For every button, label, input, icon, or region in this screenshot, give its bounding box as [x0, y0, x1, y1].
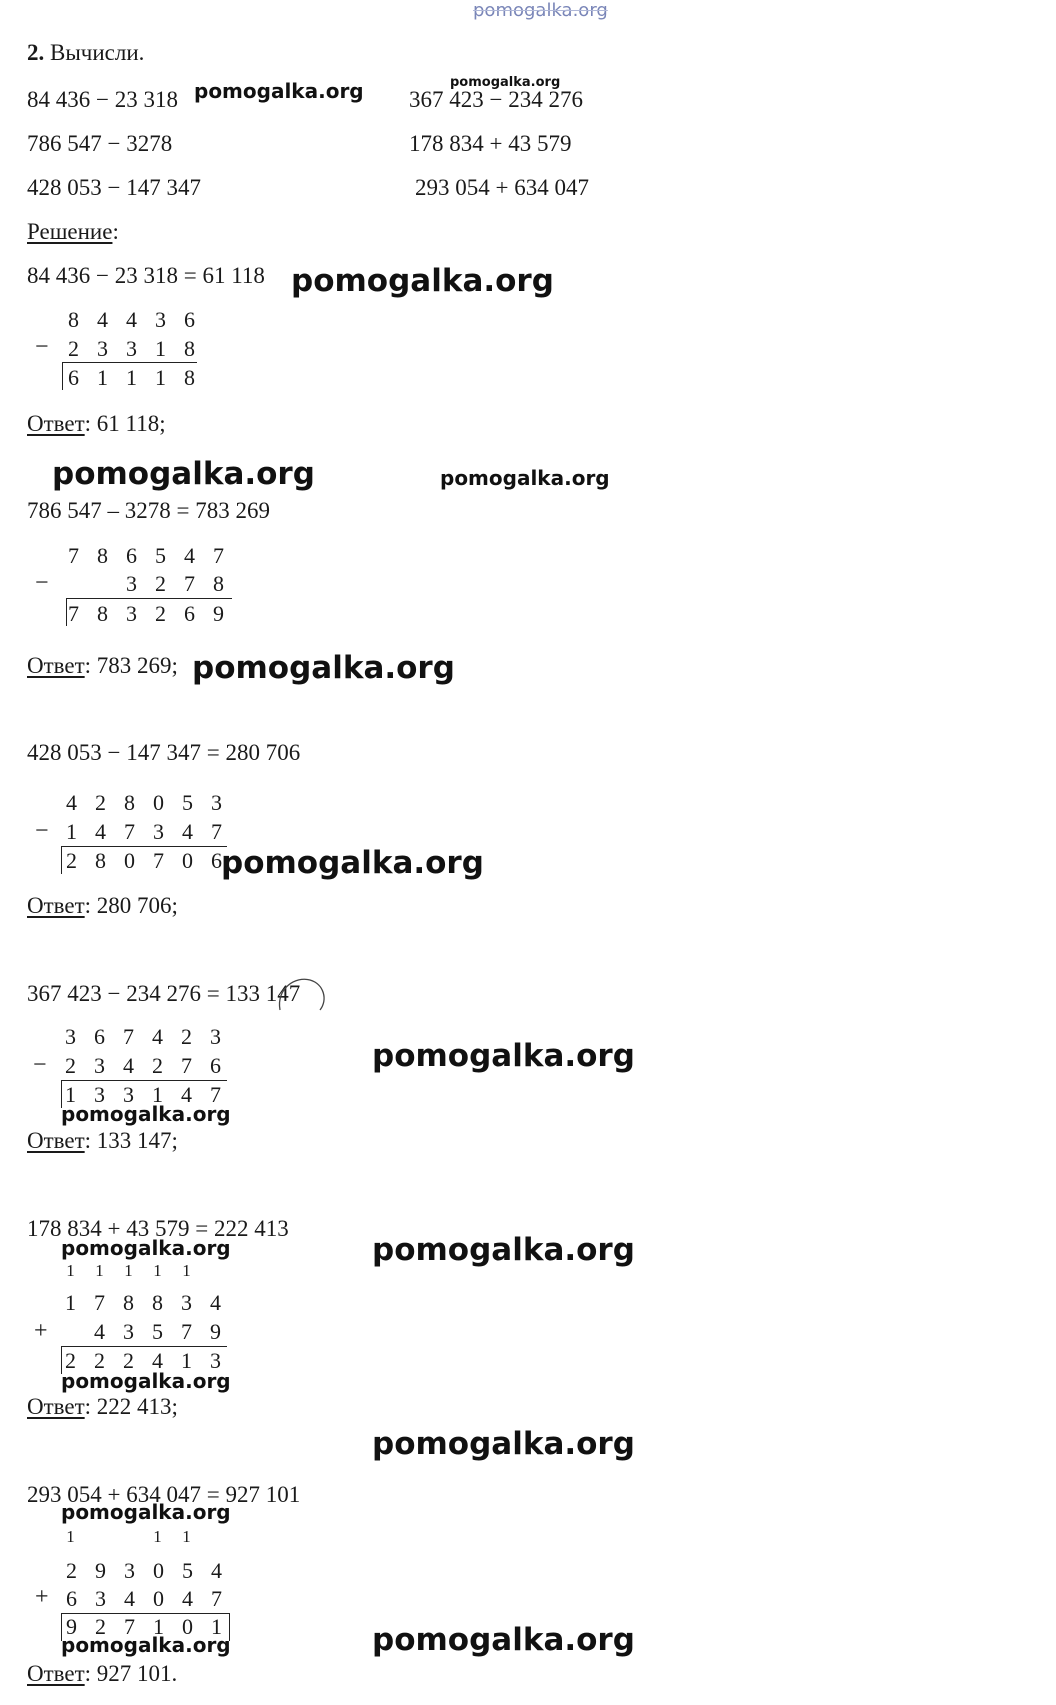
answer-4	[27, 1128, 178, 1154]
digit: 0	[182, 848, 193, 873]
digit: 8	[213, 571, 224, 596]
watermark: pomogalka.org	[450, 75, 561, 90]
digit: 8	[184, 336, 195, 361]
digit: 7	[181, 1053, 192, 1078]
minus-sign: −	[35, 570, 49, 596]
digit: 2	[68, 336, 79, 361]
answer-5	[27, 1394, 178, 1420]
equation-3: 428 053 − 147 347 = 280 706	[27, 740, 301, 765]
bottom-number-2	[59, 569, 233, 598]
solution-label: Решение	[27, 219, 113, 244]
digit: 0	[182, 1614, 193, 1639]
digit: 3	[94, 1082, 105, 1107]
digit: 1	[66, 819, 77, 844]
digit	[56, 1317, 85, 1346]
digit: 4	[210, 1290, 221, 1315]
answer-value: : 280 706;	[84, 893, 178, 918]
digit: 4	[181, 1082, 192, 1107]
answer-label: Ответ	[27, 1128, 85, 1153]
carry-digit: 1	[182, 1527, 191, 1546]
task-left-1: 84 436 − 23 318	[27, 87, 178, 112]
digit: 3	[210, 1348, 221, 1373]
digit: 1	[65, 1290, 76, 1315]
digit: 0	[153, 1558, 164, 1583]
top-number-2	[59, 541, 233, 570]
digit: 4	[152, 1024, 163, 1049]
digit: 4	[97, 307, 108, 332]
digit: 3	[126, 571, 137, 596]
digit: 7	[213, 543, 224, 568]
digit: 2	[95, 1614, 106, 1639]
digit: 2	[94, 1348, 105, 1373]
task-left-2: 786 547 − 3278	[27, 131, 173, 156]
watermark: pomogalka.org	[372, 1038, 635, 1074]
digit: 5	[152, 1319, 163, 1344]
digit: 7	[123, 1024, 134, 1049]
exercise-heading	[27, 40, 144, 66]
digit: 3	[155, 307, 166, 332]
digit: 7	[153, 848, 164, 873]
answer-value: : 222 413;	[84, 1394, 178, 1419]
digit: 1	[97, 365, 108, 390]
minus-sign: −	[33, 1052, 47, 1078]
top-number-6	[57, 1556, 231, 1585]
answer-2	[27, 653, 178, 679]
digit: 1	[153, 1614, 164, 1639]
digit: 3	[95, 1586, 106, 1611]
digit: 4	[152, 1348, 163, 1373]
digit: 8	[97, 543, 108, 568]
digit: 6	[126, 543, 137, 568]
watermark: pomogalka.org	[372, 1622, 635, 1658]
digit: 4	[94, 1319, 105, 1344]
answer-value: : 927 101.	[84, 1661, 178, 1686]
task-right-2: 178 834 + 43 579	[409, 131, 572, 156]
digit: 7	[68, 543, 79, 568]
watermark: pomogalka.org	[61, 1500, 231, 1524]
equation-5: 178 834 + 43 579 = 222 413	[27, 1216, 289, 1241]
digit: 3	[153, 819, 164, 844]
bottom-number-3	[57, 817, 231, 846]
digit: 6	[68, 365, 79, 390]
digit: 2	[95, 790, 106, 815]
digit: 8	[123, 1290, 134, 1315]
digit: 1	[211, 1614, 222, 1639]
digit: 2	[155, 571, 166, 596]
answer-value: : 133 147;	[84, 1128, 178, 1153]
digit: 3	[94, 1053, 105, 1078]
task-left-3: 428 053 − 147 347	[27, 175, 201, 200]
task-right-1: 367 423 − 234 276	[409, 87, 583, 112]
digit: 3	[181, 1290, 192, 1315]
carry-digit: 1	[66, 1527, 75, 1546]
digit: 1	[155, 336, 166, 361]
carry-digit	[201, 1261, 230, 1281]
plus-sign: +	[35, 1584, 49, 1610]
digit: 6	[184, 601, 195, 626]
carry-digits-6	[56, 1527, 230, 1547]
digit: 9	[210, 1319, 221, 1344]
carry-digit: 1	[182, 1261, 191, 1280]
digit: 3	[126, 601, 137, 626]
top-number-1	[59, 305, 204, 334]
digit: 1	[155, 365, 166, 390]
exercise-title: Вычисли.	[50, 40, 145, 65]
digit: 7	[124, 1614, 135, 1639]
bottom-number-1	[59, 334, 204, 363]
digit: 5	[155, 543, 166, 568]
plus-sign: +	[34, 1318, 48, 1344]
top-number-3	[57, 788, 231, 817]
digit: 8	[184, 365, 195, 390]
bottom-number-6	[57, 1584, 231, 1613]
digit: 6	[94, 1024, 105, 1049]
watermark-top: pomogalka.org	[473, 0, 608, 21]
watermark: pomogalka.org	[194, 79, 364, 103]
digit: 7	[184, 571, 195, 596]
equation-1: 84 436 − 23 318 = 61 118	[27, 263, 265, 288]
digit: 7	[211, 1586, 222, 1611]
answer-label: Ответ	[27, 893, 85, 918]
digit: 8	[68, 307, 79, 332]
answer-value: : 61 118;	[84, 411, 166, 436]
carry-digit	[201, 1527, 230, 1547]
digit: 2	[66, 848, 77, 873]
answer-label: Ответ	[27, 1394, 85, 1419]
digit: 2	[66, 1558, 77, 1583]
answer-3	[27, 893, 178, 919]
digit: 9	[213, 601, 224, 626]
digit: 4	[95, 819, 106, 844]
bottom-number-5	[56, 1317, 230, 1346]
digit: 1	[181, 1348, 192, 1373]
digit: 6	[184, 307, 195, 332]
digit: 4	[182, 1586, 193, 1611]
digit: 3	[124, 1558, 135, 1583]
digit: 9	[95, 1558, 106, 1583]
digit: 2	[181, 1024, 192, 1049]
digit: 7	[211, 819, 222, 844]
digit: 7	[124, 819, 135, 844]
digit: 3	[123, 1319, 134, 1344]
result-number-1	[59, 363, 204, 392]
digit: 3	[211, 790, 222, 815]
watermark: pomogalka.org	[61, 1633, 231, 1657]
watermark: pomogalka.org	[52, 456, 315, 492]
result-number-2	[59, 599, 233, 628]
carry-digit: 1	[95, 1261, 104, 1280]
carry-digits-5	[56, 1261, 230, 1281]
minus-sign: −	[35, 818, 49, 844]
task-right-3: 293 054 + 634 047	[415, 175, 589, 200]
digit: 7	[210, 1082, 221, 1107]
digit: 5	[182, 1558, 193, 1583]
watermark: pomogalka.org	[291, 263, 554, 299]
digit: 2	[155, 601, 166, 626]
digit: 3	[126, 336, 137, 361]
digit: 8	[97, 601, 108, 626]
digit: 1	[152, 1082, 163, 1107]
circle-mark-icon	[274, 974, 330, 1014]
digit: 1	[126, 365, 137, 390]
digit: 3	[210, 1024, 221, 1049]
bottom-number-4	[56, 1051, 230, 1080]
carry-digit: 1	[153, 1261, 162, 1280]
digit: 7	[94, 1290, 105, 1315]
digit: 3	[65, 1024, 76, 1049]
digit: 6	[210, 1053, 221, 1078]
digit: 7	[181, 1319, 192, 1344]
digit: 4	[211, 1558, 222, 1583]
digit: 8	[124, 790, 135, 815]
digit	[59, 569, 88, 598]
digit: 2	[152, 1053, 163, 1078]
digit: 2	[123, 1348, 134, 1373]
watermark: pomogalka.org	[61, 1369, 231, 1393]
equation-2: 786 547 – 3278 = 783 269	[27, 498, 270, 523]
digit: 2	[65, 1348, 76, 1373]
answer-1	[27, 411, 166, 437]
watermark: pomogalka.org	[372, 1232, 635, 1268]
digit: 3	[123, 1082, 134, 1107]
digit: 6	[66, 1586, 77, 1611]
digit: 8	[95, 848, 106, 873]
digit: 0	[153, 790, 164, 815]
minus-sign: −	[35, 334, 49, 360]
answer-value: : 783 269;	[84, 653, 178, 678]
answer-6	[27, 1661, 177, 1687]
digit: 7	[68, 601, 79, 626]
digit: 4	[124, 1586, 135, 1611]
answer-label: Ответ	[27, 653, 85, 678]
top-number-4	[56, 1022, 230, 1051]
digit: 9	[66, 1614, 77, 1639]
digit: 2	[65, 1053, 76, 1078]
digit: 4	[123, 1053, 134, 1078]
watermark: pomogalka.org	[61, 1236, 231, 1260]
carry-digit: 1	[153, 1527, 162, 1546]
equation-6: 293 054 + 634 047 = 927 101	[27, 1482, 301, 1507]
watermark: pomogalka.org	[221, 845, 484, 881]
watermark: pomogalka.org	[61, 1102, 231, 1126]
digit	[88, 569, 117, 598]
watermark: pomogalka.org	[192, 650, 455, 686]
answer-label: Ответ	[27, 411, 85, 436]
digit: 6	[211, 848, 222, 873]
digit: 5	[182, 790, 193, 815]
result-number-3	[57, 846, 231, 875]
digit: 4	[184, 543, 195, 568]
watermark: pomogalka.org	[440, 466, 610, 490]
top-number-5	[56, 1288, 230, 1317]
carry-digit: 1	[66, 1261, 75, 1280]
digit: 0	[153, 1586, 164, 1611]
digit: 4	[66, 790, 77, 815]
digit: 1	[65, 1082, 76, 1107]
digit: 3	[97, 336, 108, 361]
watermark: pomogalka.org	[372, 1426, 635, 1462]
answer-label: Ответ	[27, 1661, 85, 1686]
digit: 4	[126, 307, 137, 332]
solution-heading: Решение:	[27, 219, 119, 244]
digit: 8	[152, 1290, 163, 1315]
carry-digit: 1	[124, 1261, 133, 1280]
digit: 4	[182, 819, 193, 844]
equation-4: 367 423 − 234 276 = 133 147	[27, 981, 301, 1006]
digit: 0	[124, 848, 135, 873]
carry-digit	[114, 1527, 143, 1547]
carry-digit	[85, 1527, 114, 1547]
exercise-number: 2.	[27, 40, 45, 65]
